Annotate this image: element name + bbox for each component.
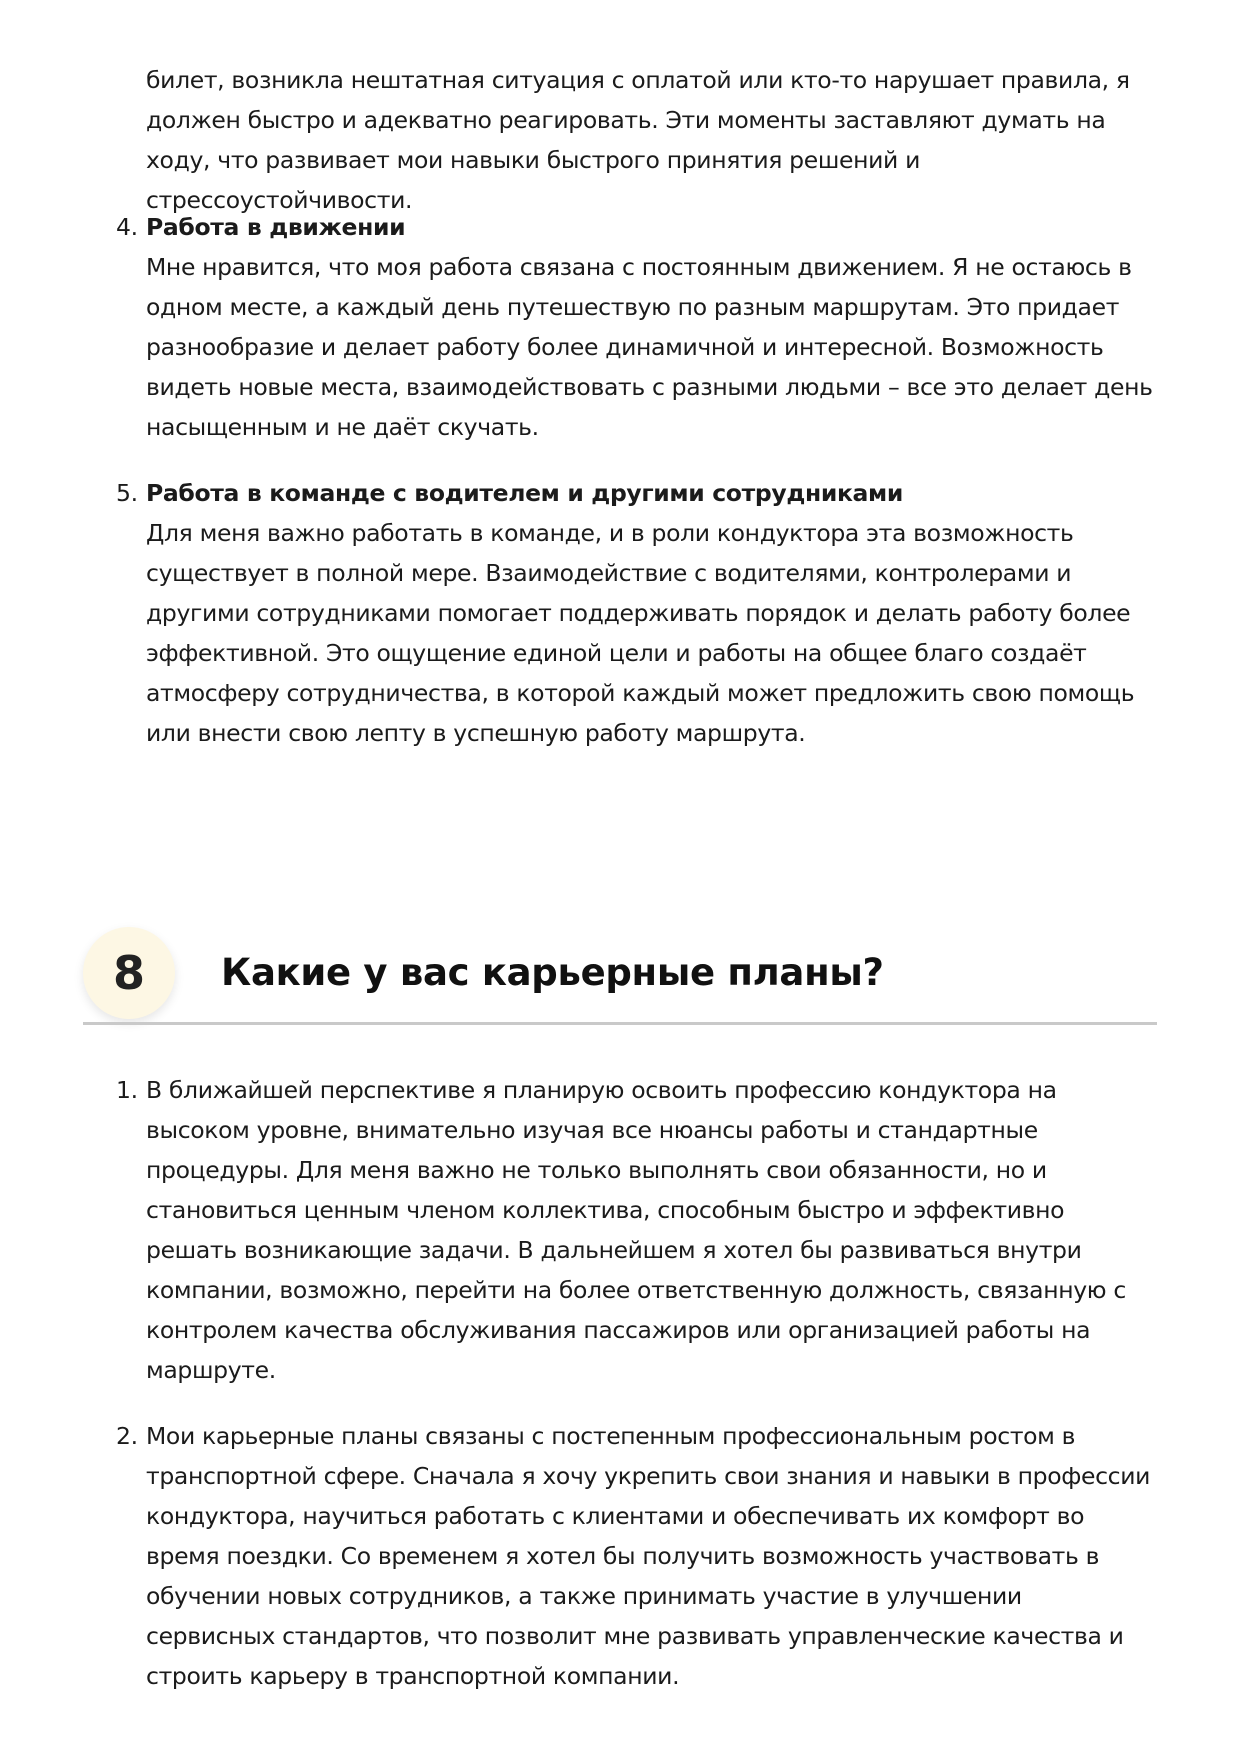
list-item-number: 1.: [116, 1076, 138, 1104]
list-item: [116, 1070, 1156, 1390]
list-item-number: 5.: [116, 479, 138, 507]
list-item-body: Мне нравится, что моя работа связана с постоянным движением. Я не остаюсь в одном месте, а каждый день путешествую по разным маршрутам. Это придает разнообразие и делает работу более динамичной и интересной. Возможность видеть новые места, взаимодействовать с разными людьми – все это делает день насыщенным и не даёт скучать.: [146, 253, 1153, 441]
section-title: Какие у вас карьерные планы?: [221, 951, 884, 994]
section-header: [83, 925, 1157, 1025]
section-divider: [83, 1022, 1157, 1025]
list-item-title: Работа в движении: [146, 213, 406, 241]
list-item-number: 4.: [116, 213, 138, 241]
list-item-body: В ближайшей перспективе я планирую освоить профессию кондуктора на высоком уровне, внимательно изучая все нюансы работы и стандартные процедуры. Для меня важно не только выполнять свои обязанности, но и становиться ценным членом коллектива, способным быстро и эффективно решать возникающие задачи. В дальнейшем я хотел бы развиваться внутри компании, возможно, перейти на более ответственную должность, связанную с контролем качества обслуживания пассажиров или организацией работы на маршруте.: [146, 1076, 1126, 1384]
list-item-number: 2.: [116, 1422, 138, 1450]
intro-continuation: билет, возникла нештатная ситуация с оплатой или кто-то нарушает правила, я должен быстро и адекватно реагировать. Эти моменты заставляют думать на ходу, что развивает мои навыки быстрого принятия решений и стрессоустойчивости.: [146, 66, 1130, 214]
list-item: [116, 1416, 1156, 1696]
list-item: [116, 207, 1156, 447]
list-item-body: Мои карьерные планы связаны с постепенным профессиональным ростом в транспортной сфере. Сначала я хочу укрепить свои знания и навыки в профессии кондуктора, научиться работать с клиентами и обеспечивать их комфорт во время поездки. Со временем я хотел бы получить возможность участвовать в обучении новых сотрудников, а также принимать участие в улучшении сервисных стандартов, что позволит мне развивать управленческие качества и строить карьеру в транспортной компании.: [146, 1422, 1151, 1690]
list-item-title: Работа в команде с водителем и другими сотрудниками: [146, 479, 904, 507]
strengths-list: [116, 207, 1156, 779]
list-item: [116, 473, 1156, 753]
answers-list: [116, 1070, 1156, 1722]
list-item-body: Для меня важно работать в команде, и в роли кондуктора эта возможность существует в полной мере. Взаимодействие с водителями, контролерами и другими сотрудниками помогает поддерживать порядок и делать работу более эффективной. Это ощущение единой цели и работы на общее благо создаёт атмосферу сотрудничества, в которой каждый может предложить свою помощь или внести свою лепту в успешную работу маршрута.: [146, 519, 1135, 747]
section-number-badge: 8: [83, 927, 175, 1019]
